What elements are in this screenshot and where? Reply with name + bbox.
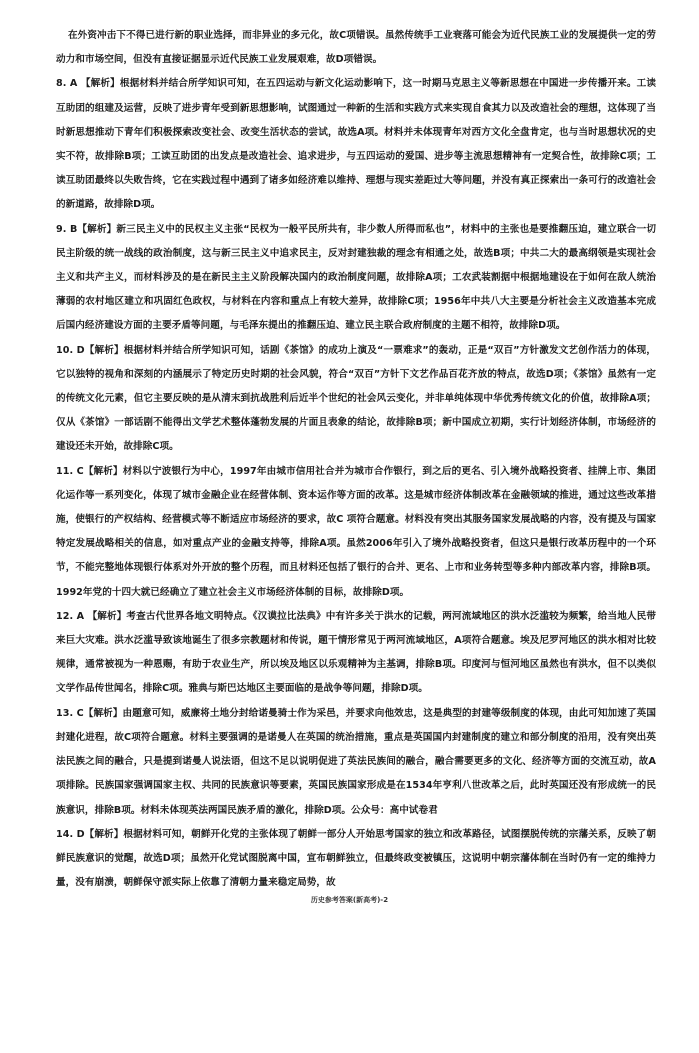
item-number: 10.: [56, 344, 74, 356]
answer-item-13: [56, 702, 656, 823]
item-text: B【解析】新三民主义中的民权主义主张“民权为一般平民所共有，非少数人所得而私也”，材料中的主张也是要推翻压迫，建立联合一切民主阶级的统一战线的政治制度，这与新三民主义中追求民主，反对封建独裁的理念有相通之处，故选B项；中共二大的最高纲领是实现社会主义和共产主义，而材料涉及的是在新民主主义阶段解决国内的政治制度问题，故排除A项；工农武装割据中根据地建设在于如何在敌人统治薄弱的农村地区建立和巩固红色政权，与材料在内容和重点上有较大差异，故排除C项；1956年中共八大主要是分析社会主义改造基本完成后国内经济建设方面的主要矛盾等问题，与毛泽东提出的推翻压迫、建立民主联合政府制度的主题不相符，故排除D项。: [56, 223, 657, 332]
answer-body: [56, 24, 656, 895]
paragraph-continuation: [56, 24, 656, 72]
item-text: D【解析】根据材料并结合所学知识可知，话剧《茶馆》的成功上演及“一票难求”的轰动，正是“双百”方针激发文艺创作活力的体现，它以独特的视角和深刻的内涵展示了特定历史时期的社会风貌，符合“双百”方针下文艺作品百花齐放的特点，故选D项；《茶馆》虽然有一定的传统文化元素，但它主要反映的是从清末到抗战胜利后近半个世纪的社会风云变化，并非单纯体现中华优秀传统文化的价值，故排除A项；仅从《茶馆》一部话剧不能得出文学艺术整体蓬勃发展的片面且表象的结论，故排除B项；新中国成立初期，实行计划经济体制，市场经济的建设还未开始，故排除C项。: [56, 344, 657, 453]
answer-item-14: [56, 823, 656, 896]
item-number: 9.: [56, 223, 67, 235]
item-text: A 【解析】根据材料并结合所学知识可知，在五四运动与新文化运动影响下，这一时期马克思主义等新思想在中国进一步传播开来。工读互助团的组建及运营，反映了进步青年受到新思想影响，试图通过一种新的生活和实践方式来实现自食其力以及改造社会的理想，这体现了当时新思想推动下青年们积极探索改变社会、改变生活状态的尝试，故选A项。材料并未体现青年对西方文化全盘肯定，也与当时思想状况的史实不符，故排除B项；工读互助团的出发点是改造社会、追求进步，与五四运动的爱国、进步等主流思想精神有一定契合性，故排除C项；工读互助团最终以失败告终，它在实践过程中遇到了诸多如经济难以维持、理想与现实差距过大等问题，并没有真正探索出一条可行的改造社会的新道路，故排除D项。: [56, 78, 657, 211]
item-number: 8.: [56, 78, 67, 90]
answer-item-8: [56, 72, 656, 217]
item-text: A 【解析】考查古代世界各地文明特点。《汉谟拉比法典》中有许多关于洪水的记载，两河流域地区的洪水泛滥较为频繁，给当地人民带来巨大灾难。洪水泛滥导致该地诞生了很多宗教题材和传说，题干情形常见于两河流域地区，A项符合题意。埃及尼罗河地区的洪水相对比较规律，通常被视为一种恩赐，有助于农业生产，所以埃及地区以乐观精神为主基调，排除B项。印度河与恒河地区虽然也有洪水，但不以类似文学作品传世闻名，排除C项。雅典与斯巴达地区主要面临的是战争等问题，排除D项。: [56, 610, 657, 695]
answer-item-11: [56, 460, 656, 605]
item-text: C【解析】材料以宁波银行为中心，1997年由城市信用社合并为城市合作银行，到之后的更名、引入境外战略投资者、挂牌上市、集团化运作等一系列变化，体现了城市金融企业在经营体制、资本运作等方面的改革。这是城市经济体制改革在金融领域的推进，通过这些改革措施，使银行的产权结构、经营模式等不断适应市场经济的要求，故C 项符合题意。材料没有突出其服务国家发展战略的内容，没有提及与国家特定发展战略相关的信息，如对重点产业的金融支持等，排除A项。虽然2006年引入了境外战略投资者，但这只是银行改革历程中的一个环节，不能完整地体现银行体系对外开放的整个历程，而且材料还包括了银行的合并、更名、上市和业务转型等多种内部改革内容，排除B项。1992年党的十四大就已经确立了建立社会主义市场经济体制的目标，故排除D项。: [56, 465, 656, 598]
paragraph-text: 在外资冲击下不得已进行新的职业选择，而非异业的多元化，故C项错误。虽然传统手工业衰落可能会为近代民族工业的发展提供一定的劳动力和市场空间，但没有直接证据显示近代民族工业发展艰难，故D项错误。: [56, 30, 656, 66]
answer-item-12: [56, 605, 656, 702]
answer-item-10: [56, 339, 656, 460]
item-number: 12.: [56, 610, 74, 622]
answer-item-9: [56, 218, 656, 339]
item-number: 13.: [56, 707, 74, 719]
item-text: C【解析】由题意可知，威廉将土地分封给诺曼骑士作为采邑，并要求向他效忠，这是典型的封建等级制度的体现，由此可知加速了英国封建化进程，故C项符合题意。材料主要强调的是诺曼人在英国的统治措施，重点是英国国内封建制度的建立和部分制度的沿用，没有突出英法民族之间的融合，只是提到诺曼人说法语，但这不足以说明促进了英法民族间的融合，融合需要更多的文化、经济等方面的交流互动，故A项排除。民族国家强调国家主权、共同的民族意识等要素，英国民族国家形成是在1534年亨利八世改革之后，此时英国还没有形成统一的民族意识，排除B项。材料未体现英法两国民族矛盾的激化，排除D项。公众号：高中试卷君: [56, 707, 656, 816]
page-footer: 历史参考答案(新高考)-2: [310, 896, 389, 904]
item-text: D【解析】根据材料可知，朝鲜开化党的主张体现了朝鲜一部分人开始思考国家的独立和改革路径，试图摆脱传统的宗藩关系，反映了朝鲜民族意识的觉醒，故选D项；虽然开化党试图脱离中国，宣布朝鲜独立，但最终政变被镇压，这说明中朝宗藩体制在当时仍有一定的维持力量，没有崩溃，朝鲜保守派实际上依靠了清朝力量来稳定局势，故: [56, 828, 656, 889]
item-number: 11.: [56, 465, 74, 477]
item-number: 14.: [56, 828, 74, 840]
